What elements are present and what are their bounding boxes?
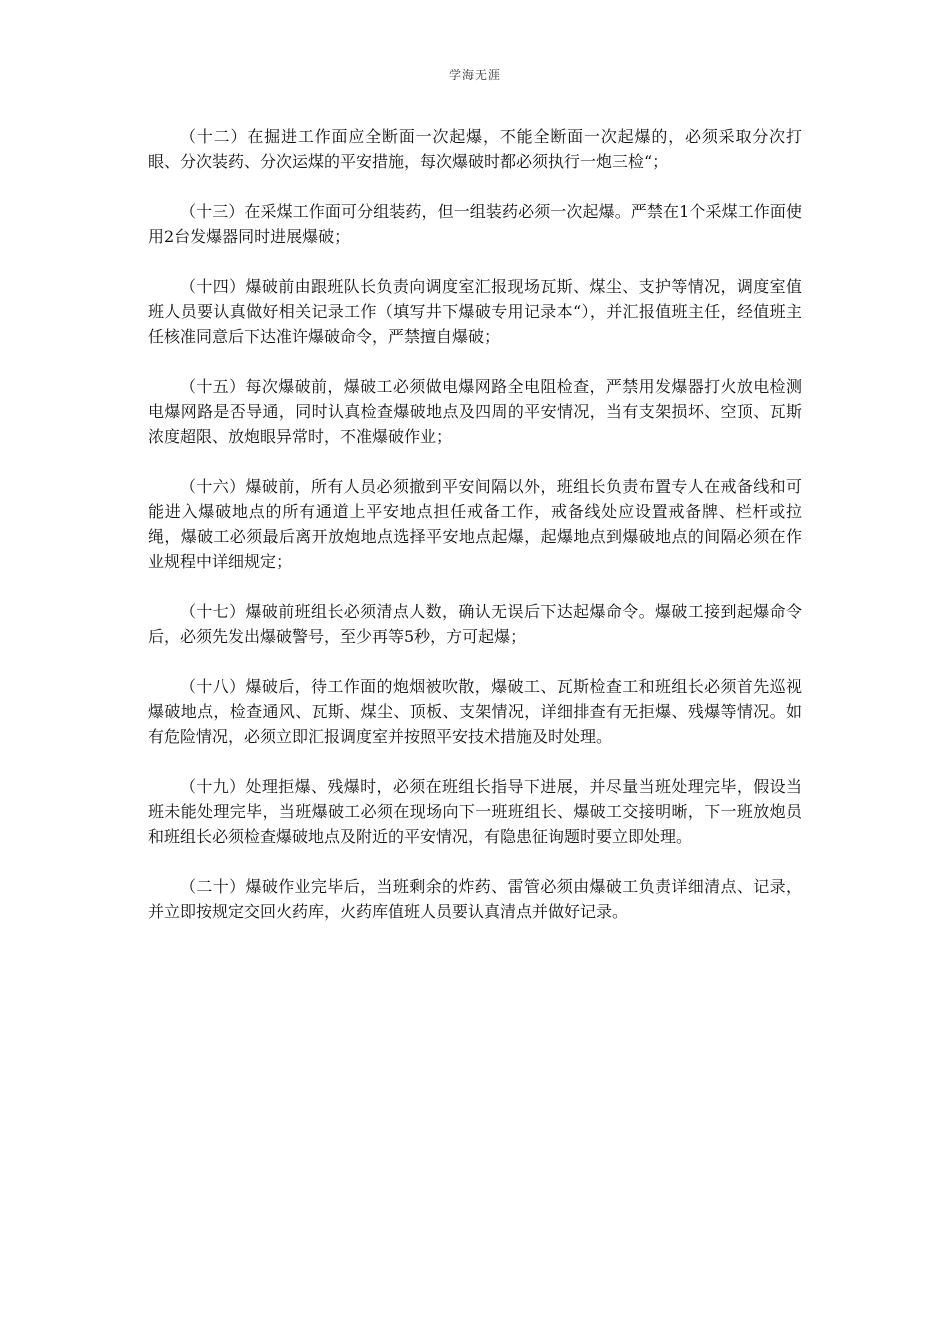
paragraph-16: （十六）爆破前，所有人员必须撤到平安间隔以外，班组长负责布置专人在戒备线和可能进入爆破地点的所有通道上平安地点担任戒备工作，戒备线处应设置戒备牌、栏杆或拉绳，爆破工必须最后离开放炮地点选择平安地点起爆，起爆地点到爆破地点的间隔必须在作业规程中详细规定；: [148, 477, 802, 571]
document-body: [148, 124, 802, 949]
paragraph-17: （十七）爆破前班组长必须清点人数，确认无误后下达起爆命令。爆破工接到起爆命令后，必须先发出爆破警号，至少再等5秒，方可起爆；: [148, 602, 802, 646]
paragraph-20: （二十）爆破作业完毕后，当班剩余的炸药、雷管必须由爆破工负责详细清点、记录，并立即按规定交回火药库，火药库值班人员要认真清点并做好记录。: [148, 877, 802, 921]
paragraph-18: （十八）爆破后，待工作面的炮烟被吹散，爆破工、瓦斯检查工和班组长必须首先巡视爆破地点，检查通风、瓦斯、煤尘、顶板、支架情况，详细排查有无拒爆、残爆等情况。如有危险情况，必须立即汇报调度室并按照平安技术措施及时处理。: [148, 677, 802, 746]
paragraph-12: （十二）在掘进工作面应全断面一次起爆，不能全断面一次起爆的，必须采取分次打眼、分次装药、分次运煤的平安措施，每次爆破时都必须执行一炮三检“；: [148, 127, 802, 171]
paragraph-19: （十九）处理拒爆、残爆时，必须在班组长指导下进展，并尽量当班处理完毕，假设当班未能处理完毕，当班爆破工必须在现场向下一班班组长、爆破工交接明晰，下一班放炮员和班组长必须检查爆破地点及附近的平安情况，有隐患征询题时要立即处理。: [148, 777, 802, 846]
paragraph-14: （十四）爆破前由跟班队长负责向调度室汇报现场瓦斯、煤尘、支护等情况，调度室值班人员要认真做好相关记录工作（填写井下爆破专用记录本“），并汇报值班主任，经值班主任核准同意后下达准许爆破命令，严禁擅自爆破；: [148, 277, 802, 346]
paragraph-13: （十三）在采煤工作面可分组装药，但一组装药必须一次起爆。严禁在1个采煤工作面使用2台发爆器同时进展爆破；: [148, 202, 802, 246]
paragraph-15: （十五）每次爆破前，爆破工必须做电爆网路全电阻检查，严禁用发爆器打火放电检测电爆网路是否导通，同时认真检查爆破地点及四周的平安情况，当有支架损坏、空顶、瓦斯浓度超限、放炮眼异常时，不准爆破作业；: [148, 377, 802, 446]
page-header: 学海无涯: [448, 68, 501, 82]
